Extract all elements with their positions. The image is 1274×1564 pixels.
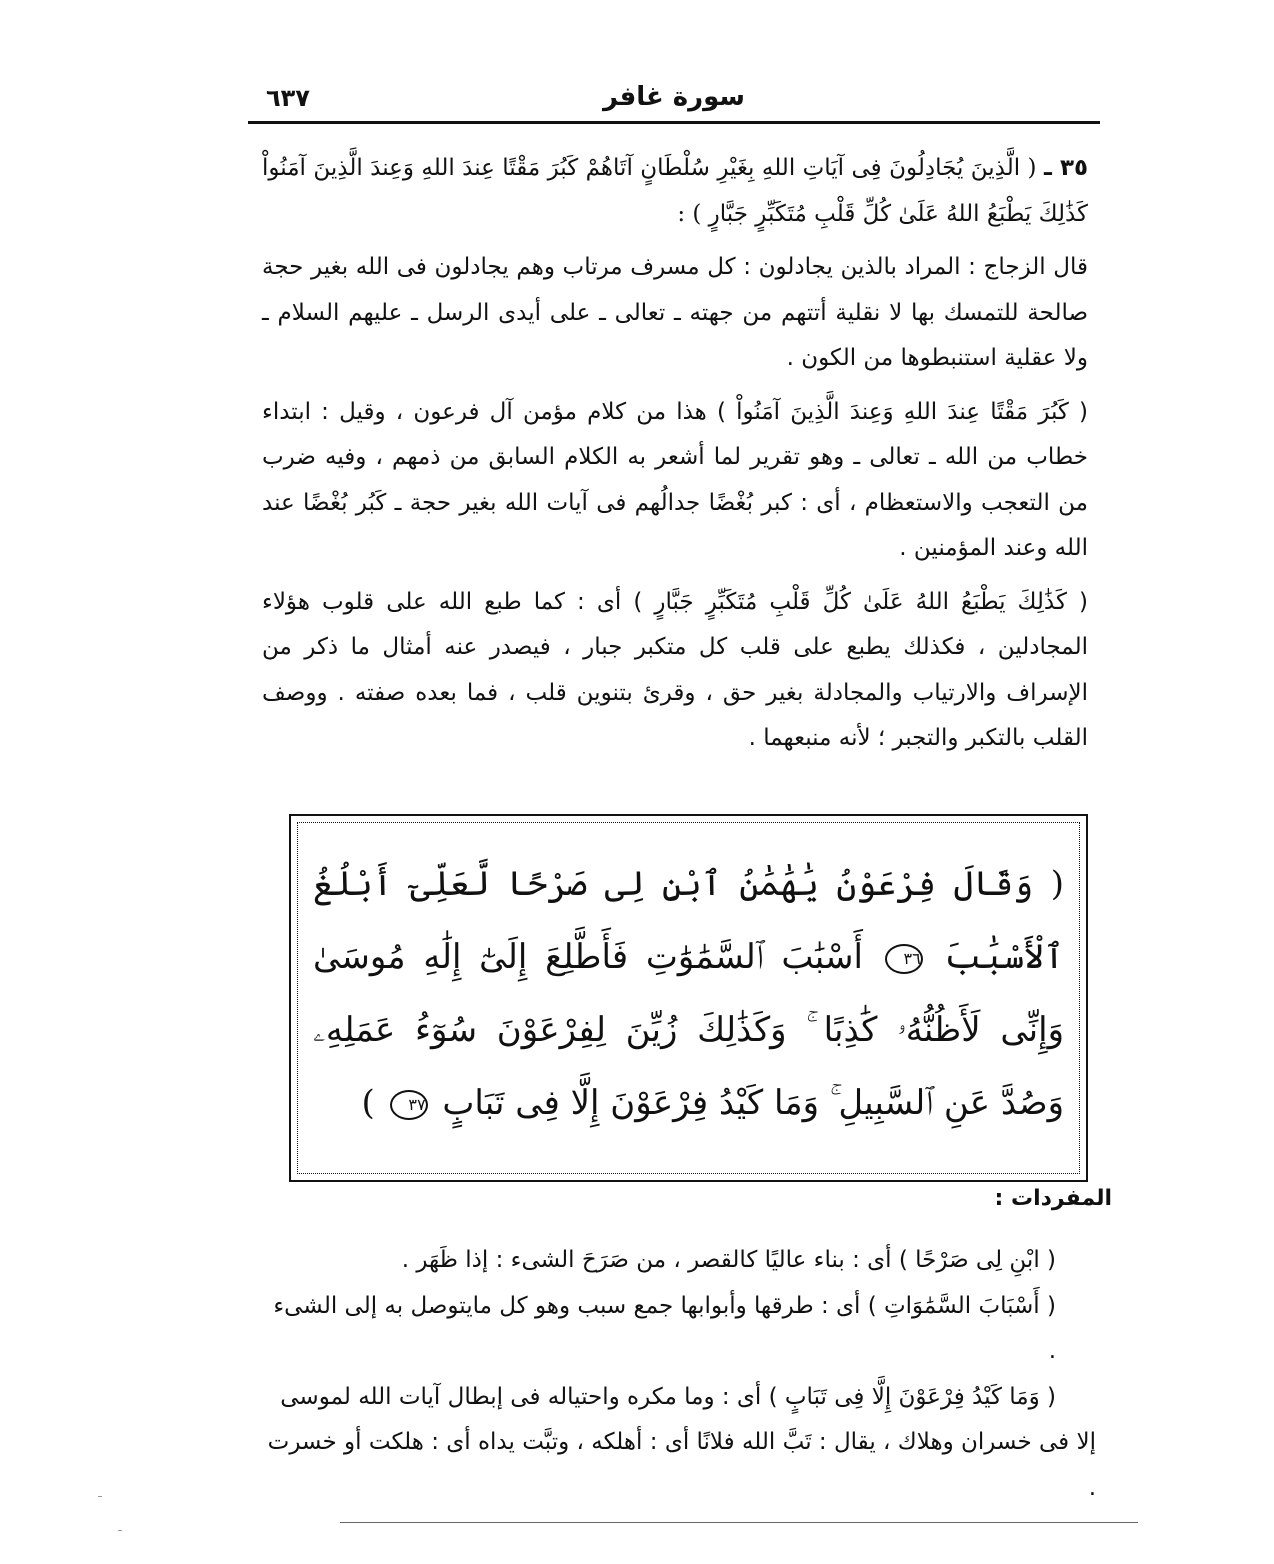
- ayah-marker-37: ٣٧: [390, 1090, 428, 1120]
- vocab-entry-continuation: إلا فى خسران وهلاك ، يقال : تَبَّ الله فلانًا أى : أهلكه ، وتبَّت يداه أى : هلكت أو خسرت .: [267, 1429, 1096, 1501]
- verse-part-36: وَقَالَ فِرْعَوْنُ يَٰهَٰمَٰنُ ٱبْنِ لِى صَرْحًا لَّعَلِّىٓ أَبْلُغُ ٱلْأَسْبَٰبَ: [313, 864, 1064, 977]
- header-rule: [248, 121, 1100, 124]
- verse-heading-paragraph: [262, 146, 1088, 237]
- running-header: [248, 78, 1100, 120]
- vocabulary-list: [262, 1238, 1096, 1511]
- commentary-paragraph: ( كَذَٰلِكَ يَطْبَعُ اللهُ عَلَىٰ كُلِّ قَلْبِ مُتَكَبِّرٍ جَبَّارٍ ) أى : كما طبع الله على قلوب هؤلاء المجادلين ، فكذلك يطبع على قلب كل متكبر جبار ، فيصدر عنه أمثال ما ذكر من الإسراف والارتياب والمجادلة بغير حق ، وقرئ بتنوين قلب ، فما بعده صفته . ووصف القلب بالتكبر والتجبر ؛ لأنه منبعهما .: [262, 588, 1088, 751]
- verse-text: ( الَّذِينَ يُجَادِلُونَ فِى آيَاتِ اللهِ بِغَيْرِ سُلْطَانٍ آتَاهُمْ كَبُرَ مَقْتًا عِندَ اللهِ وَعِندَ الَّذِينَ آمَنُواْ كَذَٰلِكَ يَطْبَعُ اللهُ عَلَىٰ كُلِّ قَلْبِ مُتَكَبِّرٍ جَبَّارٍ ) :: [262, 155, 1088, 227]
- verse-number: ٣٥ ـ: [1043, 155, 1089, 181]
- open-paren: (: [1050, 864, 1064, 904]
- commentary-paragraph: قال الزجاج : المراد بالذين يجادلون : كل مسرف مرتاب وهم يجادلون فى الله بغير حجة صالحة للتمسك بها لا نقلية أتتهم من جهته ـ تعالى ـ على أيدى الرسل ـ عليهم السلام ـ ولا عقلية استنبطوها من الكون .: [262, 254, 1088, 371]
- page-number: ٦٣٧: [266, 84, 310, 112]
- commentary-paragraph: ( كَبُرَ مَقْتًا عِندَ اللهِ وَعِندَ الَّذِينَ آمَنُواْ ) هذا من كلام مؤمن آل فرعون ، وقيل : ابتداء خطاب من الله ـ تعالى ـ وهو تقرير لما أشعر به الكلام السابق من ذمهم ، وفيه ضرب من التعجب والاستعظام ، أى : كبر بُغْضًا جدالُهم فى آيات الله بغير حجة ـ كَبُر بُغْضًا عند الله وعند المؤمنين .: [262, 398, 1088, 561]
- vocab-entry: ( أَسْبَابَ السَّمَٰوَاتِ ) أى : طرقها وأبوابها جمع سبب وهو كل مايتوصل به إلى الشىء .: [273, 1292, 1056, 1364]
- vocabulary-heading: المفردات :: [994, 1186, 1112, 1211]
- quran-verse-text: [313, 838, 1064, 1158]
- scan-speck: [118, 1530, 122, 1531]
- commentary-body: [262, 146, 1088, 770]
- vocab-entry: ( وَمَا كَيْدُ فِرْعَوْنَ إِلَّا فِى تَبَابٍ ) أى : وما مكره واحتياله فى إبطال آيات الله لموسى: [280, 1383, 1056, 1410]
- quran-verse-frame: [289, 814, 1088, 1182]
- surah-title: سورة غافر: [603, 82, 745, 112]
- vocab-entry: ( ابْنِ لِى صَرْحًا ) أى : بناء عاليًا كالقصر ، من صَرَحَ الشىء : إذا ظَهَر .: [401, 1247, 1056, 1273]
- footer-rule: [340, 1522, 1138, 1523]
- verse-part-37: أَسْبَٰبَ ٱلسَّمَٰوَٰتِ فَأَطَّلِعَ إِلَىٰٓ إِلَٰهِ مُوسَىٰ وَإِنِّى لَأَظُنُّهُۥ كَٰذِبًا ۚ وَكَذَٰلِكَ زُيِّنَ لِفِرْعَوْنَ سُوٓءُ عَمَلِهِۦ وَصُدَّ عَنِ ٱلسَّبِيلِ ۚ وَمَا كَيْدُ فِرْعَوْنَ إِلَّا فِى تَبَابٍ: [313, 937, 1064, 1123]
- ayah-marker-36: ٣٦: [885, 944, 923, 974]
- close-paren: ): [361, 1083, 375, 1123]
- scan-speck: [98, 1496, 102, 1497]
